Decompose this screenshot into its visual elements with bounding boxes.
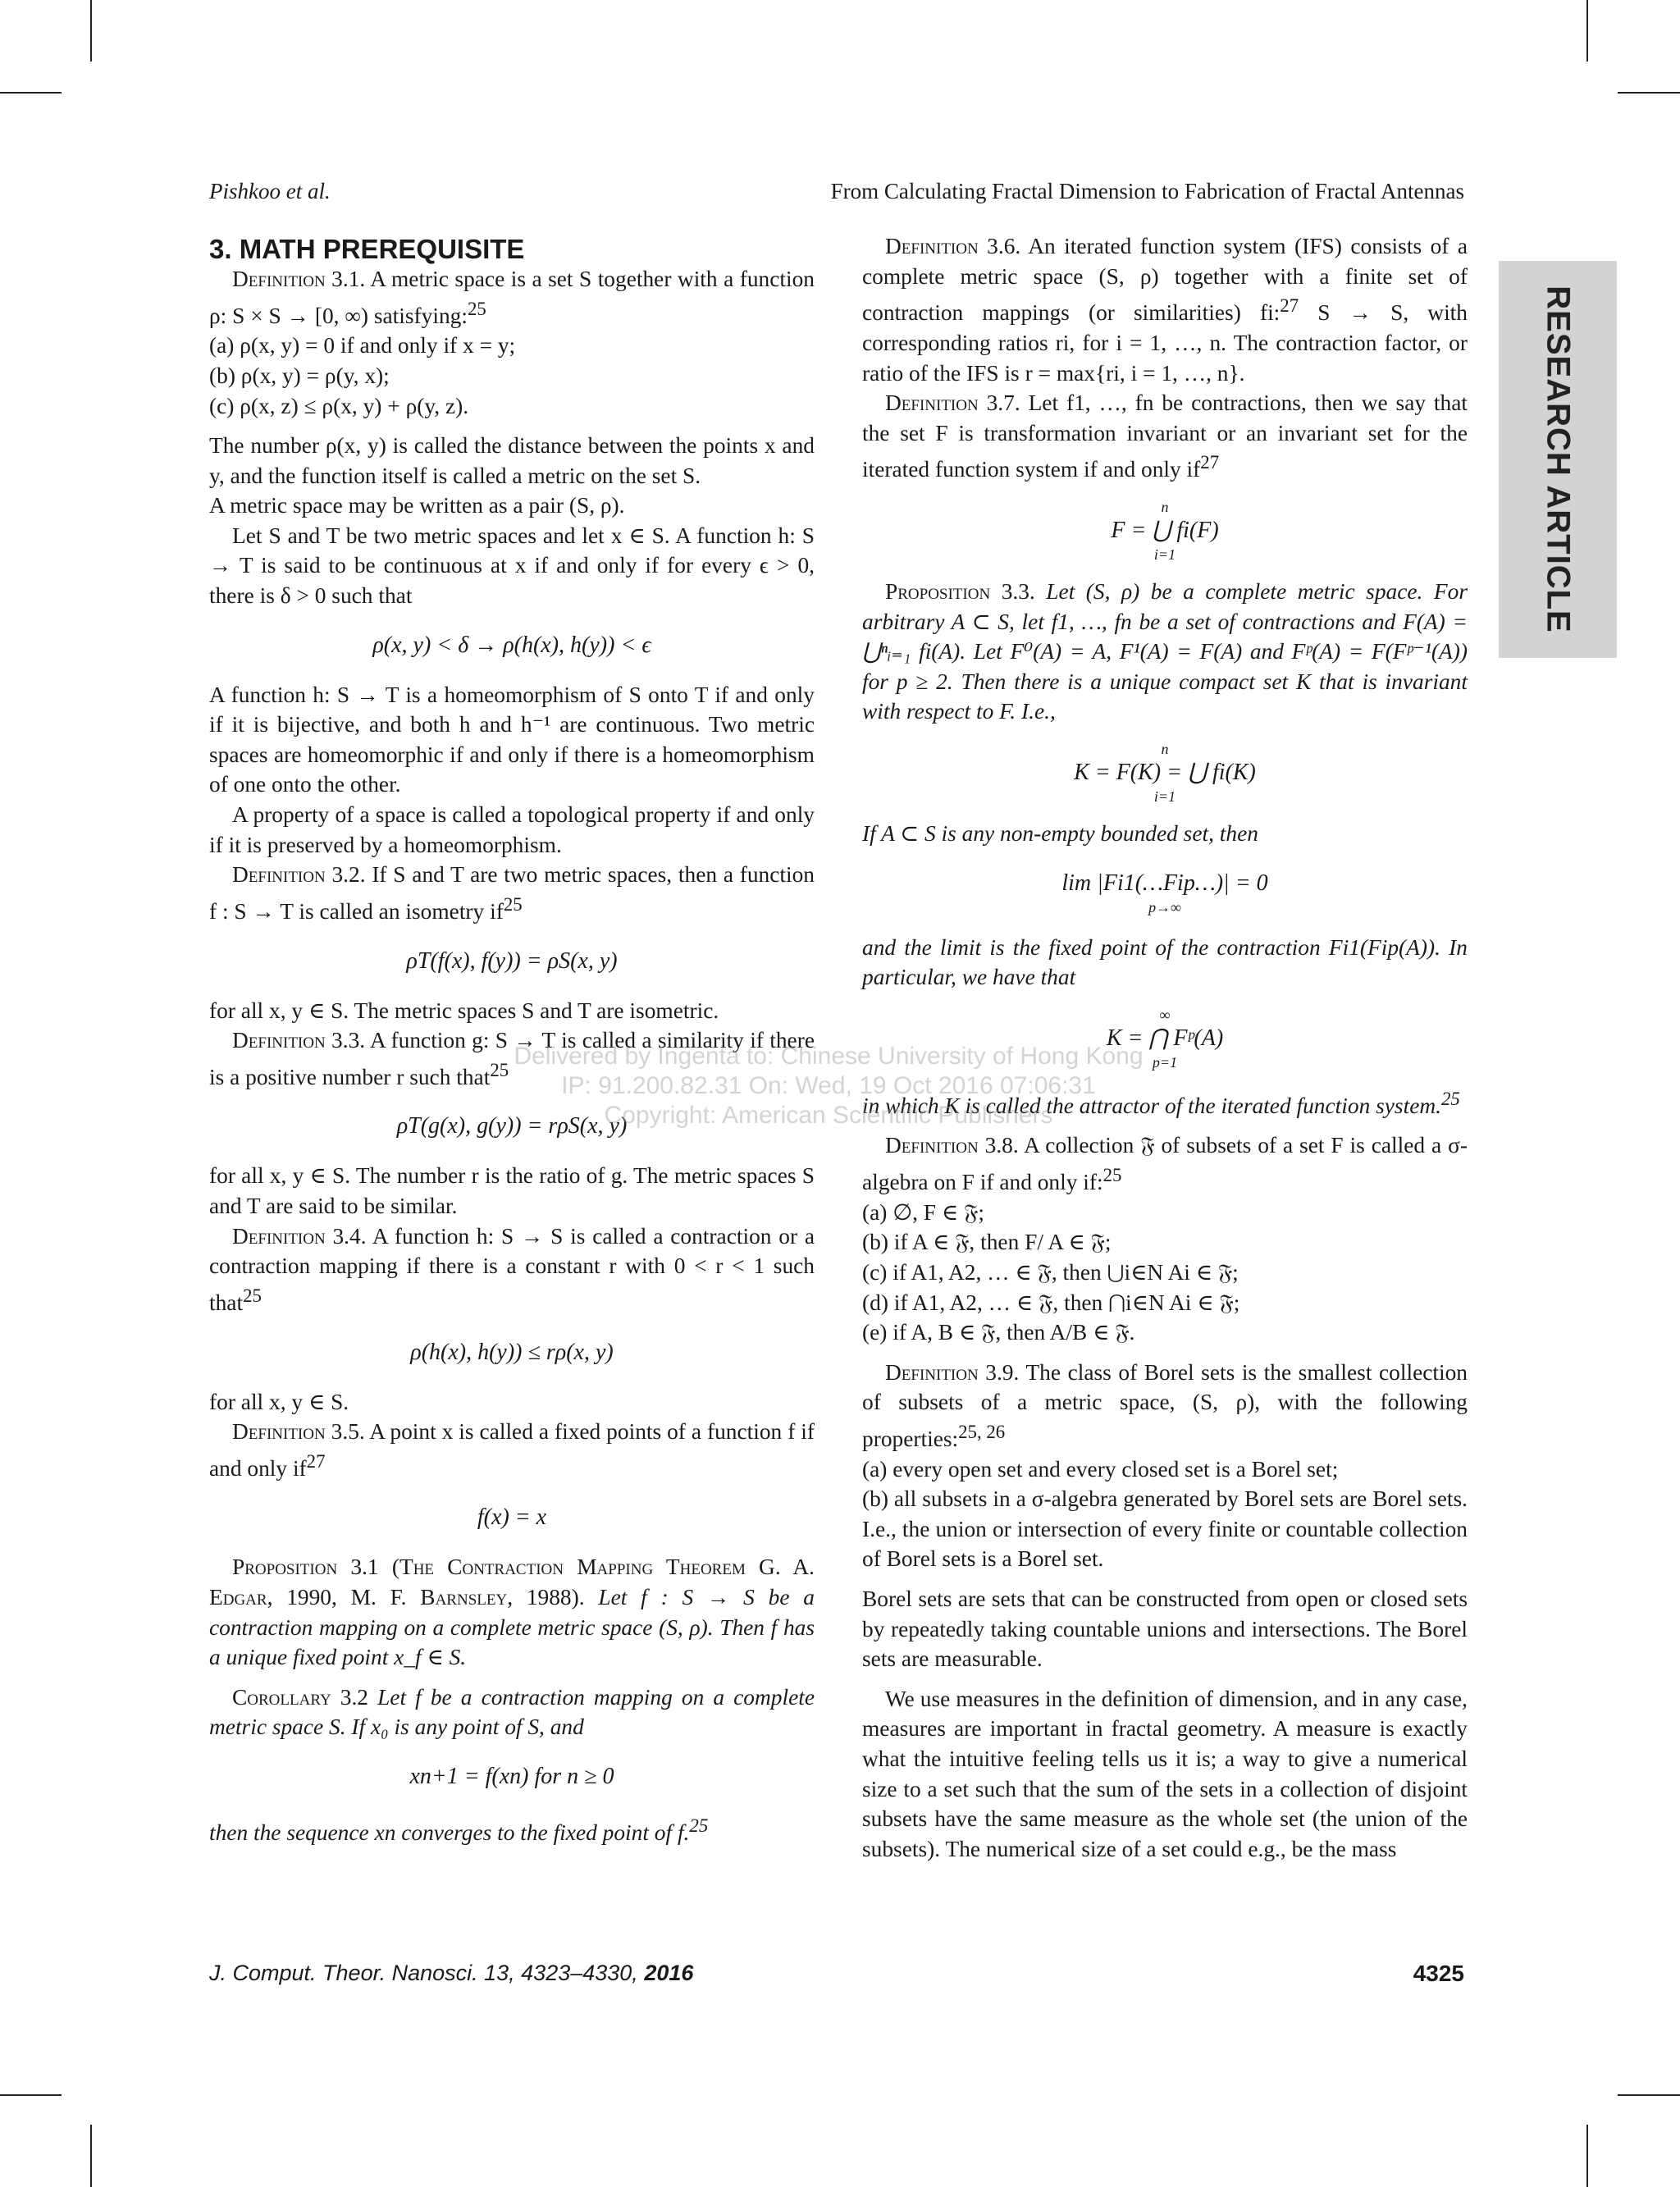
definition-3-8-item-a: (a) ∅, F ∈ 𝔉; — [862, 1199, 984, 1225]
paragraph-homeomorphism: A function h: S → T is a homeomorphism of S onto T if and only if it is bijective, and both h and h⁻¹ are continuous. Two metric spaces are homeomorphic if and only if there is a homeomorphism of one onto the other. — [209, 682, 815, 797]
page-number: 4325 — [1413, 1961, 1464, 1986]
paragraph-forall: for all x, y ∈ S. — [209, 1389, 349, 1414]
definition-3-1-item-c: (c) ρ(x, z) ≤ ρ(x, y) + ρ(y, z). — [209, 393, 469, 418]
research-article-tab — [1499, 261, 1617, 658]
equation-fixed-point: f(x) = x — [477, 1504, 547, 1531]
definition-3-5: Definition 3.5. A point x is called a fixed points of a function f if and only $if^{27}$ — [209, 1419, 815, 1481]
definition-3-1: Definition 3.1. A metric space is a set S together with a function ρ: S × S → [0, ∞) satisfying:$^{25}$ — [209, 267, 815, 328]
paragraph-pair: A metric space may be written as a pair (S, ρ). — [209, 493, 625, 518]
definition-3-6: Definition 3.6. An iterated function system (IFS) consists of a complete metric space (S, ρ) together with a finite set of contraction mappings (or similarities) fi:$^{27}$ S → S, with corresponding ratios ri, for i = 1, …, n. The contraction factor, or ratio of the IFS is r = max{ri, i = 1, …, n}. — [862, 234, 1468, 386]
definition-3-1-item-b: (b) ρ(x, y) = ρ(y, x); — [209, 363, 390, 388]
equation-similarity: ρT(g(x), g(y)) = rρS(x, y) — [396, 1113, 628, 1139]
equation-attractor: n K = F(K) = ⋃ fi(K) i=1 — [1074, 740, 1256, 805]
right-column — [862, 231, 1468, 1864]
paragraph-attractor: in which K is called the attractor of the iterated function system.$^{25}$ — [862, 1088, 1460, 1118]
paragraph-borel: Borel sets are sets that can be constructed from open or closed sets by repeatedly taking countable unions and intersections. The Borel sets are measurable. — [862, 1587, 1468, 1672]
running-header-authors: Pishkoo et al. — [209, 179, 331, 203]
section-title: 3. MATH PREREQUISITE — [209, 234, 525, 264]
crop-mark — [1618, 92, 1680, 94]
definition-3-8-item-d: (d) if A1, A2, … ∈ 𝔉, then ⋂i∈N Ai ∈ 𝔉; — [862, 1290, 1240, 1315]
journal-citation: J. Comput. Theor. Nanosci. 13, 4323–4330, 2016 — [209, 1961, 694, 1985]
definition-3-8-item-c: (c) if A1, A2, … ∈ 𝔉, then ⋃i∈N Ai ∈ 𝔉; — [862, 1259, 1239, 1285]
definition-3-8-item-e: (e) if A, B ∈ 𝔉, then A/B ∈ 𝔉. — [862, 1320, 1135, 1345]
paragraph-isometric: for all x, y ∈ S. The metric spaces S and T are isometric. — [209, 998, 719, 1023]
paragraph-topological: A property of a space is called a topological property if and only if it is preserved by a homeomorphism. — [209, 802, 815, 857]
definition-3-2: Definition 3.2. If S and T are two metric spaces, then a function f : S → T is called an isometry $if^{25}$ — [209, 862, 815, 924]
paragraph-distance: The number ρ(x, y) is called the distance between the points x and y, and the function itself is called a metric on the set S. — [209, 433, 815, 488]
proposition-3-3: Proposition 3.3. Let (S, ρ) be a complete metric space. For arbitrary A ⊂ S, let f1, …, fn be a set of contractions and F(A) = ⋃ⁿᵢ₌₁ fi(A). Let F⁰(A) = A, F¹(A) = F(A) and Fᵖ(A) = F(Fᵖ⁻¹(A)) for p ≥ 2. Then there is a unique compact set K that is invariant with respect to F. I.e., — [862, 579, 1468, 724]
paragraph-nonempty: If A ⊂ S is any non-empty bounded set, then — [862, 820, 1258, 846]
definition-3-9: Definition 3.9. The class of Borel sets is the smallest collection of subsets of a metric space, (S, ρ), with the following properties:$^{25, 26}$ — [862, 1359, 1468, 1452]
definition-3-3: Definition 3.3. A function g: S → T is called a similarity if there is a positive number r such that$^{25}$ — [209, 1028, 815, 1089]
crop-mark — [90, 2125, 92, 2187]
running-header-title: From Calculating Fractal Dimension to Fabrication of Fractal Antennas — [830, 179, 1464, 203]
definition-3-8-item-b: (b) if A ∈ 𝔉, then F/ A ∈ 𝔉; — [862, 1230, 1112, 1255]
crop-mark — [0, 92, 62, 94]
definition-3-9-item-a: (a) every open set and every closed set is a Borel set; — [862, 1456, 1339, 1482]
equation-iteration: xn+1 = f(xn) for n ≥ 0 — [409, 1764, 614, 1789]
paragraph-ratio: for all x, y ∈ S. The number r is the ratio of g. The metric spaces S and T are said to be similar. — [209, 1163, 815, 1219]
definition-3-1-item-a: (a) ρ(x, y) = 0 if and only if x = y; — [209, 333, 516, 358]
paragraph-limit: and the limit is the fixed point of the contraction Fi1(Fip(A)). In particular, we have that — [862, 934, 1468, 990]
crop-mark — [0, 2094, 62, 2096]
equation-limit: lim |Fi1(…Fip…)| = 0 p→∞ — [1061, 870, 1268, 915]
download-watermark: Delivered by Ingenta to: Chinese University of Hong Kong IP: 91.200.82.31 On: Wed, 19 Oct 2016 07:06:31 Copyright: American Scientific Publishers — [514, 1043, 1144, 1129]
equation-continuity: ρ(x, y) < δ → ρ(h(x), h(y)) < ϵ — [372, 632, 651, 658]
paragraph-continuous: Let S and T be two metric spaces and let x ∈ S. A function h: S → T is said to be continuous at x if and only if for every ϵ > 0, there is δ > 0 such that — [209, 523, 815, 609]
proposition-3-1: Proposition 3.1 (The Contraction Mapping Theorem G. A. Edgar, 1990, M. F. Barnsley, 1988). Let f : S → S be a contraction mapping on a complete metric space (S, ρ). Then f has a unique fixed point x_f ∈ S. — [209, 1555, 815, 1670]
crop-mark — [1586, 2125, 1588, 2187]
equation-invariant-set: n F = ⋃ fi(F) i=1 — [1111, 499, 1219, 563]
left-column — [209, 231, 815, 1848]
equation-contraction: ρ(h(x), h(y)) ≤ rρ(x, y) — [410, 1339, 614, 1365]
definition-3-9-item-b: (b) all subsets in a σ-algebra generated by Borel sets are Borel sets. I.e., the union or intersection of every finite or countable collection of Borel sets is a Borel set. — [862, 1486, 1468, 1572]
crop-mark — [1618, 2094, 1680, 2096]
definition-3-4: Definition 3.4. A function h: S → S is called a contraction or a contraction mapping if there is a constant r with 0 < r < 1 such that$^{25}$ — [209, 1223, 815, 1315]
equation-isometry: ρT(f(x), f(y)) = ρS(x, y) — [406, 947, 618, 974]
research-article-label: RESEARCH ARTICLE — [1540, 285, 1577, 633]
definition-3-8: Definition 3.8. A collection 𝔉 of subsets of a set F is called a σ-algebra on F if and only if:$^{25}$ — [862, 1133, 1468, 1195]
equation-intersection: ∞ K = ⋂ Fᵖ(A) p=1 — [1106, 1006, 1224, 1071]
paragraph-measures: We use measures in the definition of dimension, and in any case, measures are important in fractal geometry. A measure is exactly what the intuitive feeling tells us it is; a way to give a numerical size to a set such that the sum of the sets in a collection of disjoint subsets have the same measure as the whole set (the union of the subsets). The numerical size of a set could e.g., be the mass — [862, 1686, 1468, 1861]
corollary-3-2: Corollary 3.2 Let f be a contraction mapping on a complete metric space S. If x₀ is any point of S, and — [209, 1684, 815, 1740]
definition-3-7: Definition 3.7. Let f1, …, fn be contractions, then we say that the set F is transformation invariant or an invariant set for the iterated function system if and only $if^{27}$ — [862, 390, 1468, 482]
paragraph-converges: then the sequence xn converges to the fixed point of f.$^{25}$ — [209, 1815, 709, 1846]
crop-mark — [1586, 0, 1588, 62]
crop-mark — [90, 0, 92, 62]
